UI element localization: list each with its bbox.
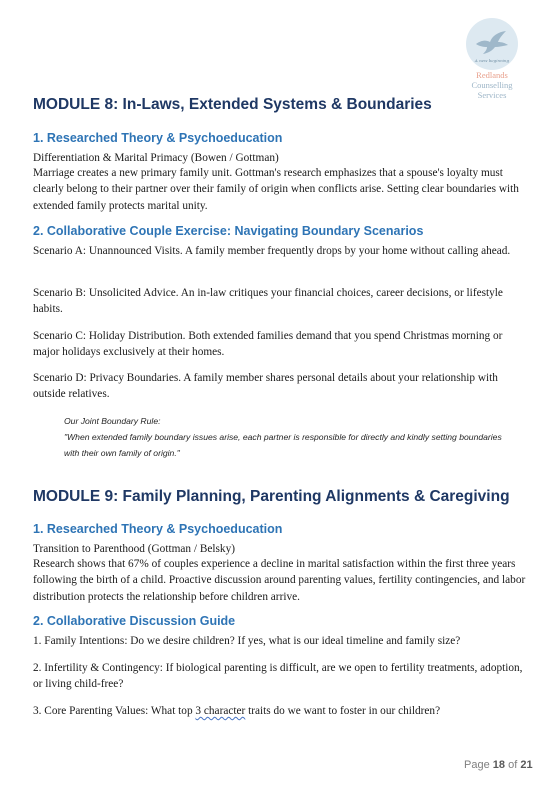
module-9-section-1-subtitle: Transition to Parenthood (Gottman / Belsky)	[33, 543, 235, 555]
scenario-d: Scenario D: Privacy Boundaries. A family member shares personal details about your relationship with outside relatives.	[33, 372, 498, 401]
logo-name-line2: Counselling	[471, 80, 513, 90]
boundary-rule-text: "When extended family boundary issues arise, each partner is responsible for directly and kindly setting boundaries with their own family of origin."	[64, 432, 502, 458]
discussion-question-3	[33, 703, 528, 719]
discussion-question-2: 2. Infertility & Contingency: If biological parenting is difficult, are we open to fertility treatments, adoption, or living child-free?	[33, 662, 523, 691]
module-9-section-1-title: 1. Researched Theory & Psychoeducation	[33, 522, 283, 536]
scenario-c: Scenario C: Holiday Distribution. Both extended families demand that you spend Christmas morning or major holidays exclusively at their homes.	[33, 330, 503, 359]
module-8-section-1-body: Marriage creates a new primary family unit. Gottman's research emphasizes that a spouse's loyalty must clearly belong to their partner over their family of origin when conflicts arise. Setting clear boundaries with extended family protects marital unity.	[33, 167, 519, 212]
logo-name-line3: Services	[477, 90, 507, 100]
dove-icon	[474, 30, 510, 56]
page-number	[464, 759, 533, 771]
module-8-section-1-subtitle: Differentiation & Marital Primacy (Bowen / Gottman)	[33, 152, 279, 164]
module-8-title: MODULE 8: In-Laws, Extended Systems & Boundaries	[33, 96, 432, 113]
scenario-a: Scenario A: Unannounced Visits. A family member frequently drops by your home without calling ahead.	[33, 245, 511, 257]
page-of: of	[508, 759, 518, 771]
logo-tagline: A new beginning	[474, 58, 510, 63]
module-9-section-1-body: Research shows that 67% of couples experience a decline in marital satisfaction within the first three years following the birth of a child. Proactive discussion around parenting values, fertility contingencies, and labor distribution protects the relationship before children arrive.	[33, 558, 526, 603]
spellcheck-flagged-text[interactable]: 3 character	[195, 705, 246, 717]
scenario-b: Scenario B: Unsolicited Advice. An in-law critiques your financial choices, career decisions, or lifestyle habits.	[33, 287, 503, 316]
page-word: Page	[464, 759, 490, 771]
question-3-end: traits do we want to foster in our children?	[245, 705, 441, 717]
page-current: 18	[492, 759, 506, 771]
discussion-question-1: 1. Family Intentions: Do we desire children? If yes, what is our ideal timeline and family size?	[33, 635, 461, 647]
redlands-logo	[462, 18, 522, 100]
module-9-title: MODULE 9: Family Planning, Parenting Alignments & Caregiving	[33, 488, 510, 505]
logo-name-line1: Redlands	[476, 70, 508, 80]
module-8-section-2-title: 2. Collaborative Couple Exercise: Navigating Boundary Scenarios	[33, 224, 424, 238]
page-total: 21	[520, 759, 533, 771]
question-3-start: 3. Core Parenting Values: What top	[33, 705, 196, 717]
boundary-rule-label: Our Joint Boundary Rule:	[64, 416, 161, 426]
module-9-section-2-title: 2. Collaborative Discussion Guide	[33, 614, 236, 628]
module-8-section-1-title: 1. Researched Theory & Psychoeducation	[33, 131, 283, 145]
logo-emblem	[466, 18, 518, 70]
